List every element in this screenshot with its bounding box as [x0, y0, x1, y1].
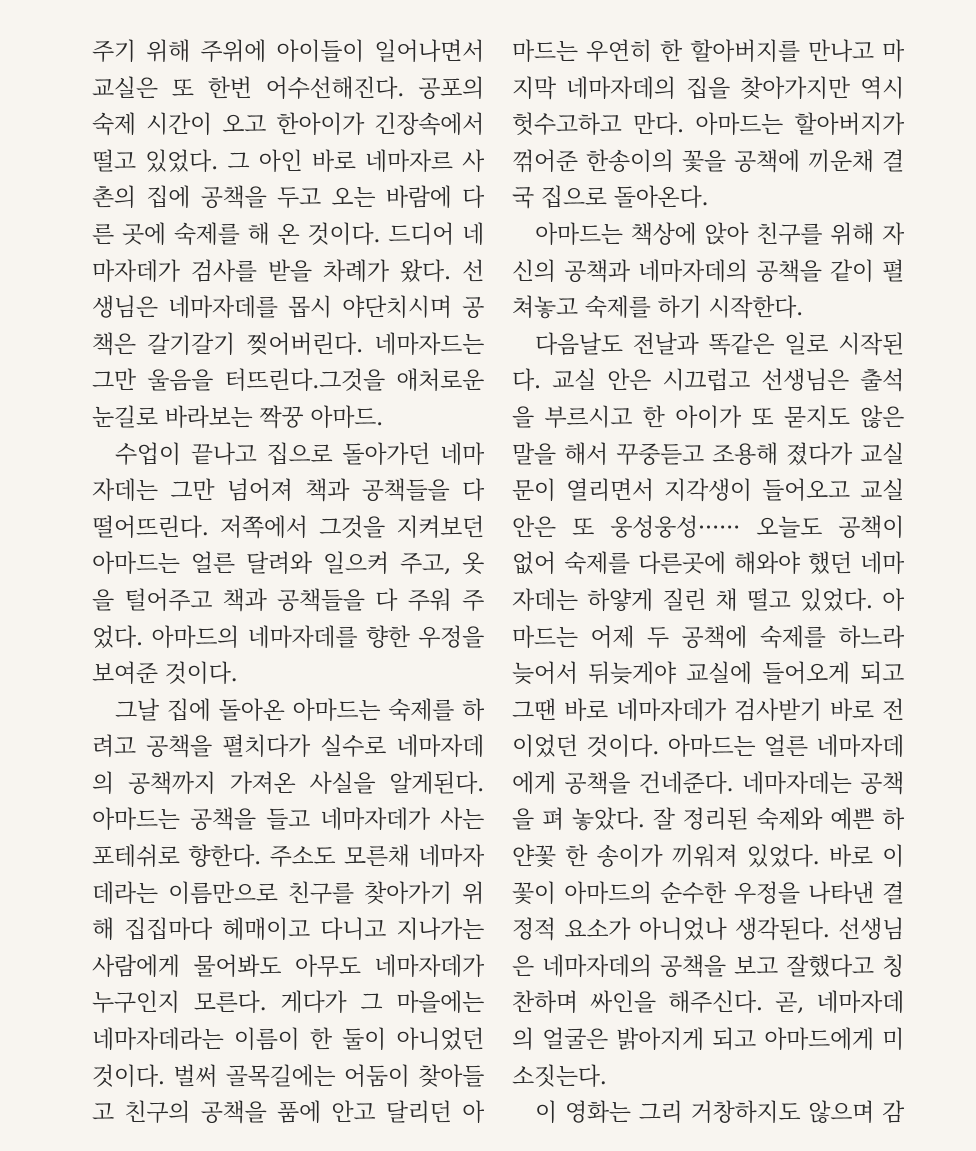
text-line: 수업이 끝나고 집으로 돌아가던 네마 [115, 441, 484, 468]
text-line: 신의 공책과 네마자데의 공책을 같이 펼 [512, 258, 904, 285]
text-line: 그날 집에 돌아온 아마드는 숙제를 하 [115, 697, 484, 724]
text-line: 없어 숙제를 다른곳에 해와야 했던 네마 [512, 551, 904, 578]
text-line: 고 친구의 공책을 품에 안고 달리던 아 [92, 1100, 484, 1127]
text-line: 의 얼굴은 밝아지게 되고 아마드에게 미 [512, 1027, 904, 1054]
text-line: 마드는 어제 두 공책에 숙제를 하느라 [512, 624, 904, 651]
text-line: 헛수고하고 만다. 아마드는 할아버지가 [512, 112, 904, 139]
text-line: 교실은 또 한번 어수선해진다. 공포의 [92, 75, 484, 102]
text-line: 을 털어주고 책과 공책들을 다 주워 주 [92, 587, 484, 614]
text-line: 려고 공책을 펼치다가 실수로 네마자데 [92, 734, 484, 761]
text-line: 떨고 있었다. 그 아인 바로 네마자르 사 [92, 148, 484, 175]
right-text-column [512, 34, 904, 1132]
text-line: 그만 울음을 터뜨린다.그것을 애처로운 [92, 368, 484, 395]
text-line: 얀꽃 한 송이가 끼워져 있었다. 바로 이 [512, 844, 904, 871]
text-line: 다음날도 전날과 똑같은 일로 시작된 [535, 331, 904, 358]
text-line: 늦어서 뒤늦게야 교실에 들어오게 되고 [512, 661, 904, 688]
text-line: 해 집집마다 헤매이고 다니고 지나가는 [92, 917, 484, 944]
text-line: 정적 요소가 아니었나 생각된다. 선생님 [512, 917, 904, 944]
left-text-column [92, 34, 484, 1132]
text-line: 주기 위해 주위에 아이들이 일어나면서 [92, 39, 484, 65]
text-line: 사람에게 물어봐도 아무도 네마자데가 [92, 953, 484, 980]
text-line: 누구인지 모른다. 게다가 그 마을에는 [92, 990, 484, 1017]
text-line: 른 곳에 숙제를 해 온 것이다. 드디어 네 [92, 221, 484, 248]
text-line: 안은 또 웅성웅성······ 오늘도 공책이 [512, 514, 904, 541]
text-line: 책은 갈기갈기 찢어버린다. 네마자드는 [92, 331, 484, 358]
text-line: 네마자데라는 이름이 한 둘이 아니었던 [92, 1027, 484, 1054]
text-line: 마드는 우연히 한 할아버지를 만나고 마 [512, 39, 904, 65]
text-line: 말을 해서 꾸중듣고 조용해 졌다가 교실 [512, 441, 904, 468]
text-line: 꽃이 아마드의 순수한 우정을 나타낸 결 [512, 880, 904, 907]
text-line: 촌의 집에 공책을 두고 오는 바람에 다 [92, 185, 484, 212]
text-line: 데라는 이름만으로 친구를 찾아가기 위 [92, 880, 484, 907]
text-line: 이 영화는 그리 거창하지도 않으며 감 [535, 1100, 904, 1127]
text-line: 지막 네마자데의 집을 찾아가지만 역시 [512, 75, 904, 102]
text-line: 자데는 하얗게 질린 채 떨고 있었다. 아 [512, 587, 904, 614]
text-line: 에게 공책을 건네준다. 네마자데는 공책 [512, 770, 904, 797]
text-line: 은 네마자데의 공책을 보고 잘했다고 칭 [512, 953, 904, 980]
text-line: 국 집으로 돌아온다. [512, 185, 709, 212]
text-line: 그땐 바로 네마자데가 검사받기 바로 전 [512, 697, 904, 724]
text-line: 아마드는 공책을 들고 네마자데가 사는 [92, 807, 484, 834]
text-line: 다. 교실 안은 시끄럽고 선생님은 출석 [512, 368, 904, 395]
text-line: 생님은 네마자데를 몹시 야단치시며 공 [92, 295, 484, 322]
text-line: 을 부르시고 한 아이가 또 묻지도 않은 [512, 404, 904, 431]
text-line: 이었던 것이다. 아마드는 얼른 네마자데 [512, 734, 904, 761]
text-line: 아마드는 책상에 앉아 친구를 위해 자 [535, 221, 904, 248]
text-line: 꺾어준 한송이의 꽃을 공책에 끼운채 결 [512, 148, 904, 175]
text-line: 문이 열리면서 지각생이 들어오고 교실 [512, 478, 904, 505]
text-line: 아마드는 얼른 달려와 일으켜 주고, 옷 [92, 551, 484, 578]
text-line: 숙제 시간이 오고 한아이가 긴장속에서 [92, 112, 484, 139]
text-line: 보여준 것이다. [92, 661, 238, 688]
text-line: 소짓는다. [512, 1063, 607, 1090]
text-line: 자데는 그만 넘어져 책과 공책들을 다 [92, 478, 484, 505]
text-line: 떨어뜨린다. 저쪽에서 그것을 지켜보던 [92, 514, 484, 541]
text-line: 쳐놓고 숙제를 하기 시작한다. [512, 295, 804, 322]
text-line: 을 펴 놓았다. 잘 정리된 숙제와 예쁜 하 [512, 807, 904, 834]
text-line: 것이다. 벌써 골목길에는 어둠이 찾아들 [92, 1063, 484, 1090]
text-line: 눈길로 바라보는 짝꿍 아마드. [92, 404, 384, 431]
text-line: 마자데가 검사를 받을 차례가 왔다. 선 [92, 258, 484, 285]
text-line: 포테쉬로 향한다. 주소도 모른채 네마자 [92, 844, 484, 871]
text-line: 었다. 아마드의 네마자데를 향한 우정을 [92, 624, 484, 651]
text-line: 의 공책까지 가져온 사실을 알게된다. [92, 770, 484, 797]
text-line: 찬하며 싸인을 해주신다. 곧, 네마자데 [512, 990, 904, 1017]
